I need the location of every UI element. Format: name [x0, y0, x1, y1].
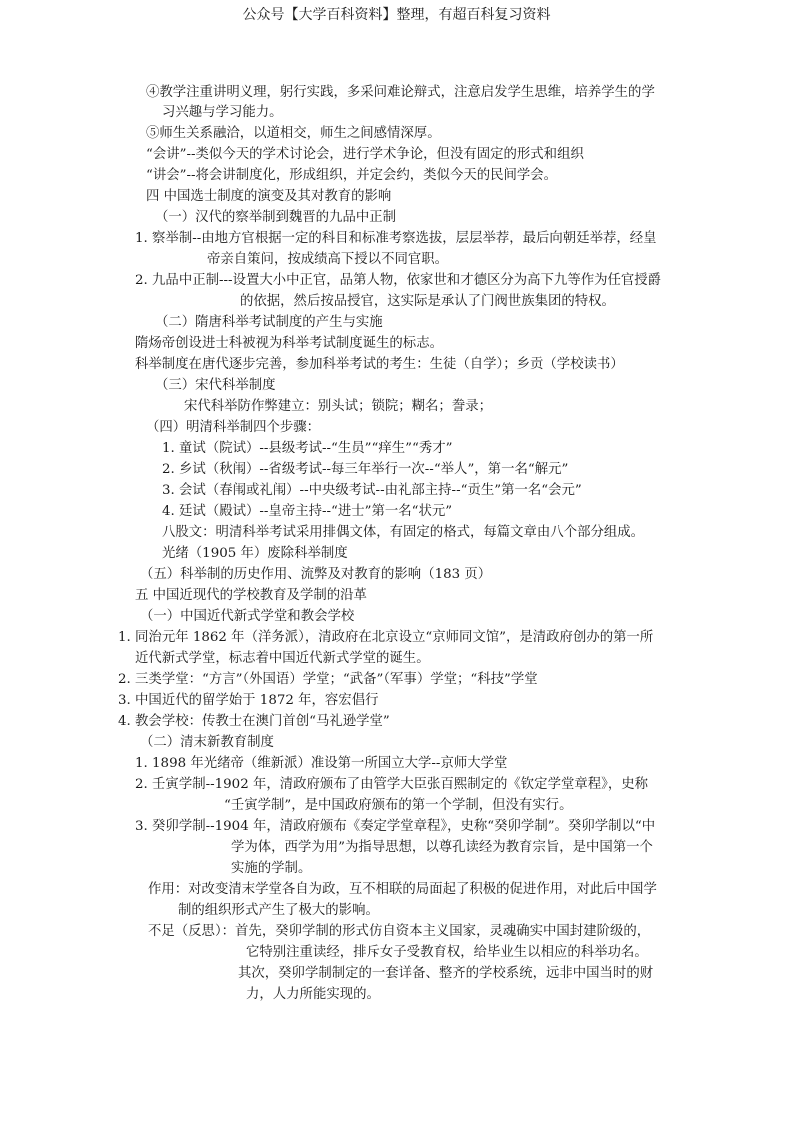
- subsection-heading: （四）明清科举制四个步骤：: [146, 420, 321, 435]
- list-item: 4. 廷试（殿试）--皇帝主持--“进士”第一名“状元”: [162, 504, 453, 519]
- text-line: 隋炀帝创设进士科被视为科举考试制度诞生的标志。: [135, 336, 443, 351]
- list-item: 1. 同治元年 1862 年（洋务派），清政府在北京设立“京师同文馆”，是清政府创办的第一所: [118, 630, 654, 645]
- subsection-heading: （三）宋代科举制度: [155, 378, 276, 393]
- section-heading: 四 中国选士制度的演变及其对教育的影响: [146, 189, 392, 204]
- list-item: 3. 会试（春闱或礼闱）--中央级考试--由礼部主持--“贡生”第一名“会元”: [162, 483, 582, 498]
- page-header: 公众号【大学百科资料】整理，有超百科复习资料: [242, 7, 551, 23]
- subsection-heading: （五）科举制的历史作用、流弊及对教育的影响（183 页）: [140, 567, 492, 582]
- text-line: 作用：对改变清末学堂各自为政，互不相联的局面起了积极的促进作用，对此后中国学: [148, 882, 657, 897]
- list-item: 1. 察举制--由地方官根据一定的科目和标准考察选拔，层层举荐，最后向朝廷举荐，经皇: [135, 231, 657, 246]
- text-line: 其次，癸卯学制制定的一套详备、整齐的学校系统，远非中国当时的财: [238, 966, 654, 981]
- subsection-heading: （二）清末新教育制度: [140, 735, 274, 750]
- text-line: 光绪（1905 年）废除科举制度: [162, 546, 348, 561]
- text-line: ④教学注重讲明义理，躬行实践，多采问难论辩式，注意启发学生思维，培养学生的学: [146, 85, 655, 100]
- list-item: 3. 癸卯学制--1904 年，清政府颁布《奏定学堂章程》，史称“癸卯学制”。癸卯学制以“中: [135, 819, 656, 834]
- text-line: “壬寅学制”，是中国政府颁布的第一个学制，但没有实行。: [224, 798, 573, 813]
- text-line: 习兴趣与学习能力。: [162, 105, 283, 120]
- list-item: 2. 九品中正制---设置大小中正官，品第人物，依家世和才德区分为高下九等作为任官授爵: [135, 273, 662, 288]
- list-item: 3. 中国近代的留学始于 1872 年，容宏倡行: [118, 693, 379, 708]
- text-line: 帝亲自策问，按成绩高下授以不同官职。: [207, 252, 449, 267]
- text-line: 宋代科举防作弊建立：别头试；锁院；糊名；誊录；: [184, 399, 492, 414]
- text-line: 它特别注重读经，排斥女子受教育权，给毕业生以相应的科举功名。: [246, 945, 648, 960]
- list-item: 1. 1898 年光绪帝（维新派）准设第一所国立大学--京师大学堂: [135, 756, 508, 771]
- text-line: 的依据，然后按品授官，这实际是承认了门阀世族集团的特权。: [240, 294, 615, 309]
- list-item: 2. 三类学堂：“方言”（外国语）学堂；“武备”（军事）学堂；“科技”学堂: [118, 672, 538, 687]
- list-item: 1. 童试（院试）--县级考试--“生员”“痒生”“秀才”: [162, 441, 453, 456]
- text-line: 力，人力所能实现的。: [246, 987, 380, 1002]
- text-line: 科举制度在唐代逐步完善，参加科举考试的考生：生徒（自学）；乡贡（学校读书）: [135, 357, 624, 372]
- text-line: 实施的学制。: [231, 861, 312, 876]
- text-line: 不足（反思）：首先，癸卯学制的形式仿自资本主义国家，灵魂确实中国封建阶级的，: [148, 924, 651, 939]
- text-line: 制的组织形式产生了极大的影响。: [178, 903, 379, 918]
- list-item: 2. 乡试（秋闱）--省级考试--每三年举行一次--“举人”，第一名“解元”: [162, 462, 569, 477]
- text-line: 八股文：明清科举考试采用排偶文体，有固定的格式，每篇文章由八个部分组成。: [162, 525, 645, 540]
- list-item: 2. 壬寅学制--1902 年，清政府颁布了由管学大臣张百熙制定的《钦定学堂章程》，史称: [135, 777, 648, 792]
- text-line: “会讲”--类似今天的学术讨论会，进行学术争论，但没有固定的形式和组织: [146, 147, 584, 162]
- text-line: “讲会”--将会讲制度化，形成组织，并定会约，类似今天的民间学会。: [146, 168, 558, 183]
- text-line: ⑤师生关系融洽，以道相交，师生之间感情深厚。: [146, 126, 441, 141]
- text-line: 学为体，西学为用”为指导思想，以尊孔读经为教育宗旨，是中国第一个: [231, 840, 653, 855]
- subsection-heading: （二）隋唐科举考试制度的产生与实施: [155, 315, 383, 330]
- section-heading: 五 中国近现代的学校教育及学制的沿革: [135, 588, 367, 603]
- text-line: 近代新式学堂，标志着中国近代新式学堂的诞生。: [135, 651, 430, 666]
- subsection-heading: （一）汉代的察举制到魏晋的九品中正制: [155, 210, 397, 225]
- subsection-heading: （一）中国近代新式学堂和教会学校: [140, 609, 355, 624]
- list-item: 4. 教会学校：传教士在澳门首创“马礼逊学堂”: [118, 714, 390, 729]
